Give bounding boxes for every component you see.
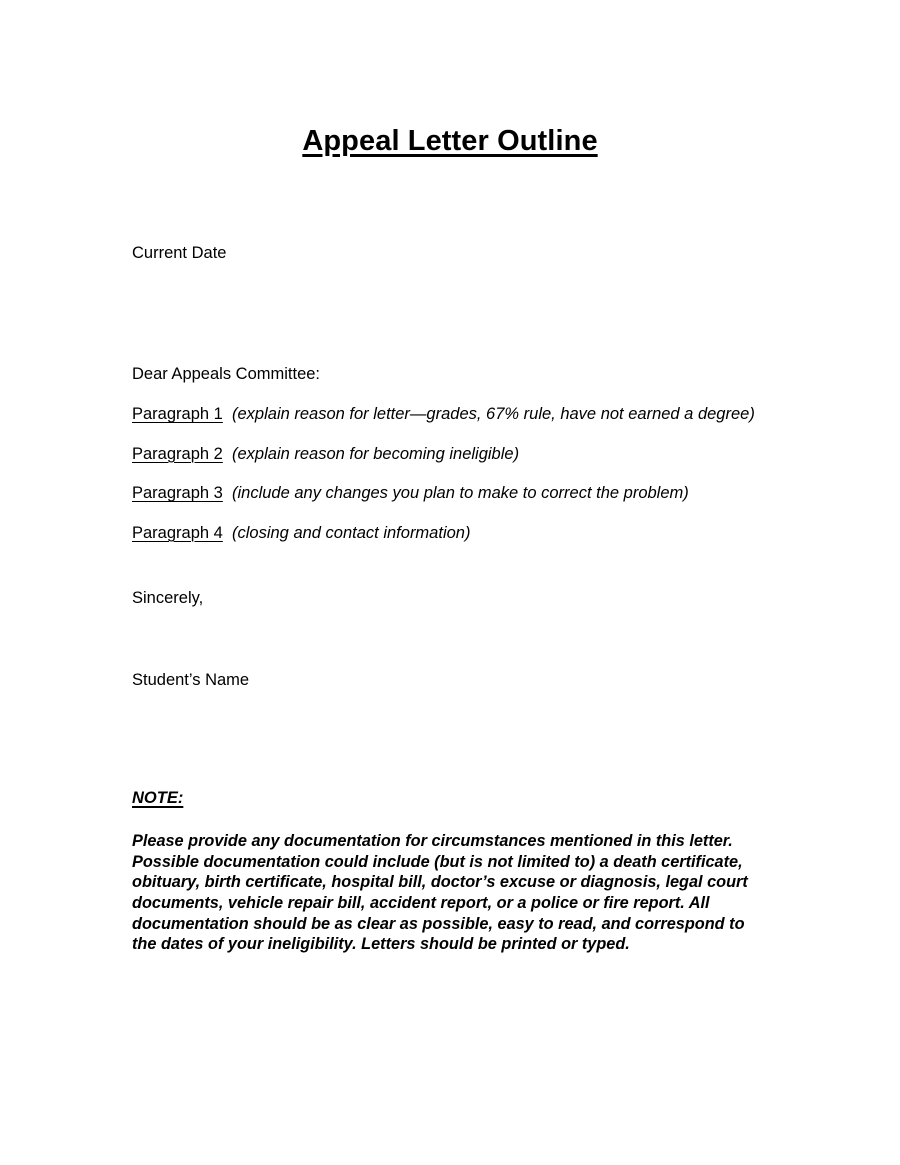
paragraph-description [223, 524, 471, 542]
paragraph-description-text: (explain reason for letter—grades, 67% rule, have not earned a degree) [232, 405, 755, 423]
paragraph-outline-item [132, 483, 768, 504]
signature-line: Student’s Name [132, 671, 250, 689]
note-body: Please provide any documentation for circumstances mentioned in this letter. Possible documentation could include (but is not limited to) a death certificate, obituary, birth certificate, hospital bill, doctor’s excuse or diagnosis, legal court documents, vehicle repair bill, accident report, or a police or fire report. All documentation should be as clear as possible, easy to read, and correspond to the dates of your ineligibility. Letters should be printed or typed. [132, 832, 748, 954]
note-heading-text: NOTE: [132, 789, 184, 807]
page-title-text: Appeal Letter Outline [302, 125, 598, 158]
paragraph-description-text: (explain reason for becoming ineligible) [232, 444, 520, 463]
paragraph-description-text: (include any changes you plan to make to correct the problem) [232, 484, 689, 503]
date-line: Current Date [132, 244, 227, 262]
paragraph-label: Paragraph 3 [132, 484, 223, 503]
paragraph-label: Paragraph 2 [132, 444, 223, 463]
paragraph-description [223, 445, 519, 463]
paragraph-outline-item [132, 444, 768, 465]
note-heading [132, 789, 772, 808]
page-title [0, 125, 900, 158]
paragraph-description-text: (closing and contact information) [232, 523, 471, 542]
paragraph-outline-item [132, 523, 768, 544]
paragraph-outline-list [132, 404, 768, 544]
paragraph-label: Paragraph 1 [132, 405, 223, 423]
closing-line: Sincerely, [132, 589, 204, 607]
salutation-line: Dear Appeals Committee: [132, 365, 321, 383]
paragraph-outline-item [132, 404, 768, 425]
paragraph-description [223, 484, 689, 502]
paragraph-description [223, 405, 755, 423]
paragraph-label: Paragraph 4 [132, 523, 223, 542]
